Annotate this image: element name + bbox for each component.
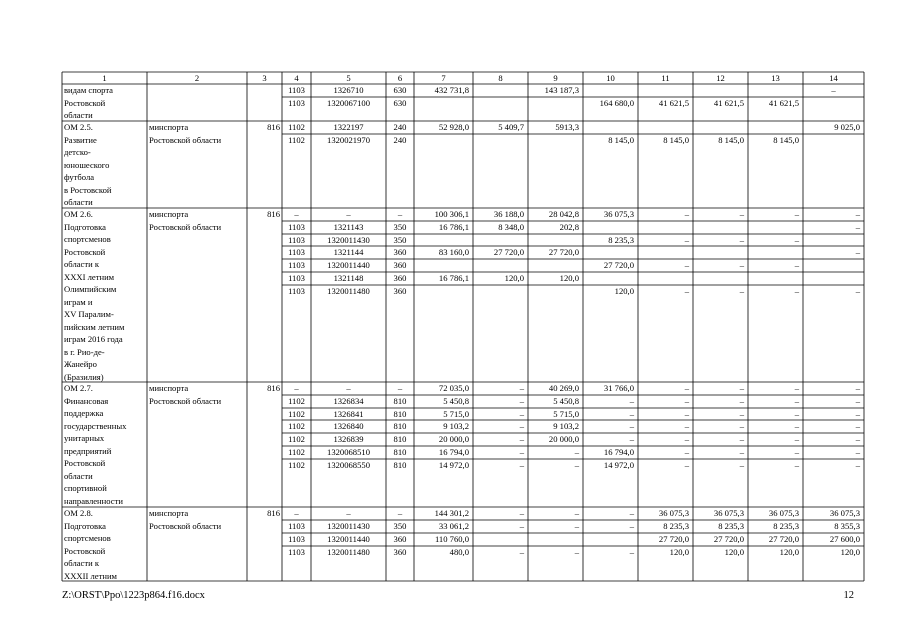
column-header: 7 <box>441 73 446 83</box>
table-cell: 36 075,3 <box>658 508 689 518</box>
table-cell: 41 621,5 <box>658 98 689 108</box>
table-cell: – <box>519 547 524 557</box>
table-cell: – <box>739 396 744 406</box>
table-cell: 5 450,8 <box>553 396 579 406</box>
table-cell: – <box>629 421 634 431</box>
table-cell: 36 075,3 <box>829 508 860 518</box>
table-cell: – <box>855 421 860 431</box>
table-cell: 27 720,0 <box>603 260 634 270</box>
table-cell: 100 306,1 <box>434 209 469 219</box>
table-cell: – <box>794 434 799 444</box>
table-cell: 1102 <box>288 434 305 444</box>
table-cell: 810 <box>393 460 407 470</box>
table-cell: – <box>855 409 860 419</box>
table-cell: – <box>574 521 579 531</box>
table-cell: – <box>855 434 860 444</box>
column-header: 5 <box>346 73 351 83</box>
table-cell: 8 235,3 <box>663 521 689 531</box>
table-cell: 27 720,0 <box>548 247 579 257</box>
table-cell: – <box>739 235 744 245</box>
table-cell: – <box>739 421 744 431</box>
table-cell: – <box>519 460 524 470</box>
table-cell: – <box>794 409 799 419</box>
program-name-line: XXXII летним <box>64 570 117 581</box>
program-name-line: XV Паралим- <box>64 309 114 319</box>
table-cell: 8 145,0 <box>773 135 799 145</box>
table-cell: 27 720,0 <box>658 534 689 544</box>
table-cell: 27 720,0 <box>768 534 799 544</box>
table-cell: 8 355,3 <box>834 521 860 531</box>
table-cell: – <box>794 447 799 457</box>
table-cell: 16 794,0 <box>438 447 469 457</box>
table-cell: 5 715,0 <box>553 409 579 419</box>
table-cell: 1102 <box>288 396 305 406</box>
table-cell: – <box>794 260 799 270</box>
table-cell: – <box>574 547 579 557</box>
file-path: Z:\ORST\Ppo\1223p864.f16.docx <box>62 590 205 601</box>
table-cell: – <box>855 383 860 393</box>
table-cell: 31 766,0 <box>603 383 634 393</box>
page-number: 12 <box>843 590 854 601</box>
table-cell: – <box>294 508 299 518</box>
program-name-line: ОМ 2.8. <box>64 508 93 518</box>
column-header: 8 <box>498 73 503 83</box>
table-cell: 1102 <box>288 135 305 145</box>
table-cell: 1320011430 <box>327 235 370 245</box>
table-cell: – <box>855 396 860 406</box>
column-header: 14 <box>829 73 838 83</box>
column-header: 9 <box>553 73 558 83</box>
table-cell: – <box>684 396 689 406</box>
table-cell: 810 <box>393 447 407 457</box>
table-cell: 33 061,2 <box>438 521 469 531</box>
column-header: 3 <box>262 73 267 83</box>
column-header: 4 <box>294 73 299 83</box>
program-name-line: области <box>64 197 93 207</box>
table-cell: – <box>684 421 689 431</box>
program-name-line: предприятий <box>64 445 112 456</box>
table-cell: 27 720,0 <box>493 247 524 257</box>
table-cell: 810 <box>393 434 407 444</box>
table-cell: 36 188,0 <box>493 209 524 219</box>
table-cell: 630 <box>393 98 407 108</box>
table-cell: – <box>684 235 689 245</box>
program-name-line: Ростовской <box>64 97 106 108</box>
table-cell: 36 075,3 <box>603 209 634 219</box>
table-cell: – <box>684 460 689 470</box>
program-name-line: Ростовской <box>64 545 106 556</box>
table-cell: 1321143 <box>333 222 364 232</box>
table-cell: – <box>574 460 579 470</box>
table-cell: 1320011440 <box>327 260 370 270</box>
table-cell: 1320011440 <box>327 534 370 544</box>
table-cell: – <box>519 521 524 531</box>
table-cell: 1103 <box>288 521 305 531</box>
program-name-line: Ростовской <box>64 246 106 257</box>
table-cell: – <box>684 383 689 393</box>
table-cell: – <box>684 286 689 296</box>
ministry-code: 816 <box>267 508 280 518</box>
table-cell: 1103 <box>288 534 305 544</box>
table-cell: 16 786,1 <box>438 273 469 283</box>
table-cell: 120,0 <box>840 547 860 557</box>
table-cell: 350 <box>393 521 407 531</box>
table-cell: 630 <box>393 85 407 95</box>
table-cell: 16 786,1 <box>438 222 469 232</box>
program-name-line: Жанейро <box>64 359 97 369</box>
table-cell: 72 035,0 <box>438 383 469 393</box>
table-cell: 1102 <box>288 409 305 419</box>
table-cell: 360 <box>393 286 407 296</box>
executor-line: минспорта <box>149 209 189 219</box>
table-cell: 8 348,0 <box>498 222 524 232</box>
table-cell: 8 235,3 <box>718 521 744 531</box>
table-cell: 1326839 <box>333 434 364 444</box>
program-name-line: в г. Рио-де- <box>64 346 105 357</box>
table-cell: 1320068510 <box>327 447 370 457</box>
table-cell: – <box>794 209 799 219</box>
executor-line: Ростовской области <box>149 134 222 145</box>
table-cell: – <box>739 447 744 457</box>
table-cell: 1320011480 <box>327 286 370 296</box>
table-cell: – <box>855 460 860 470</box>
table-cell: 1102 <box>288 460 305 470</box>
program-name-line: области <box>64 470 93 481</box>
table-cell: 28 042,8 <box>548 209 579 219</box>
table-cell: 1103 <box>288 85 305 95</box>
table-cell: 8 235,3 <box>608 235 634 245</box>
table-cell: – <box>739 409 744 419</box>
table-cell: – <box>519 421 524 431</box>
table-cell: – <box>739 209 744 219</box>
table-cell: – <box>629 508 634 518</box>
program-name-line: спортсменов <box>64 234 111 244</box>
table-cell: – <box>519 434 524 444</box>
table-cell: – <box>739 460 744 470</box>
program-name-line: спортсменов <box>64 533 111 543</box>
program-name-line: футбола <box>64 172 95 182</box>
table-cell: 120,0 <box>559 273 579 283</box>
table-cell: – <box>684 409 689 419</box>
program-name-line: области к <box>64 558 100 568</box>
table-cell: – <box>739 286 744 296</box>
program-name-line: Подготовка <box>64 520 106 531</box>
table-cell: – <box>855 247 860 257</box>
table-cell: 36 075,3 <box>713 508 744 518</box>
table-cell: 432 731,8 <box>434 85 469 95</box>
table-cell: 1326834 <box>333 396 364 406</box>
table-cell: 164 680,0 <box>599 98 634 108</box>
table-cell: 1103 <box>288 235 305 245</box>
table-cell: – <box>294 383 299 393</box>
table-cell: 83 160,0 <box>438 247 469 257</box>
table-cell: 5 715,0 <box>443 409 469 419</box>
ministry-code: 816 <box>267 383 280 393</box>
table-cell: 5 450,8 <box>443 396 469 406</box>
table-cell: – <box>684 209 689 219</box>
table-cell: – <box>629 396 634 406</box>
table-cell: 360 <box>393 273 407 283</box>
program-name-line: ОМ 2.6. <box>64 209 93 219</box>
table-cell: 1320067100 <box>327 98 370 108</box>
table-cell: 1103 <box>288 222 305 232</box>
table-cell: 360 <box>393 534 407 544</box>
program-name-line: Олимпийским <box>64 284 117 294</box>
table-cell: 16 794,0 <box>603 447 634 457</box>
table-cell: 1321144 <box>333 247 364 257</box>
table-cell: – <box>739 260 744 270</box>
table-cell: – <box>794 396 799 406</box>
table-cell: 110 760,0 <box>434 534 469 544</box>
table-cell: 1103 <box>288 286 305 296</box>
table-cell: 1103 <box>288 547 305 557</box>
table-cell: – <box>855 286 860 296</box>
table-cell: 41 621,5 <box>713 98 744 108</box>
table-cell: 120,0 <box>614 286 634 296</box>
table-cell: – <box>346 383 351 393</box>
table-cell: – <box>739 383 744 393</box>
table-cell: – <box>855 222 860 232</box>
table-cell: 8 145,0 <box>608 135 634 145</box>
table-cell: 1320068550 <box>327 460 370 470</box>
table-cell: 350 <box>393 222 407 232</box>
table-cell: – <box>629 409 634 419</box>
table-cell: 810 <box>393 409 407 419</box>
table-cell: 240 <box>393 122 407 132</box>
table-cell: – <box>855 447 860 457</box>
table-cell: 1320011430 <box>327 521 370 531</box>
table-cell: 202,8 <box>559 222 579 232</box>
program-name-line: видам спорта <box>64 85 113 95</box>
program-name-line: государственных <box>64 420 127 431</box>
program-name-line: направленности <box>64 495 123 506</box>
table-cell: – <box>831 85 836 95</box>
table-cell: 360 <box>393 247 407 257</box>
executor-line: минспорта <box>149 508 189 518</box>
table-cell: – <box>397 209 403 219</box>
program-name-line: играм и <box>64 296 93 307</box>
table-cell: 1103 <box>288 98 305 108</box>
column-header: 12 <box>716 73 725 83</box>
table-cell: 120,0 <box>779 547 799 557</box>
table-cell: 1103 <box>288 247 305 257</box>
table-cell: – <box>684 434 689 444</box>
column-header: 11 <box>661 73 670 83</box>
table-cell: 240 <box>393 135 407 145</box>
table-cell: – <box>794 383 799 393</box>
table-cell: 120,0 <box>504 273 524 283</box>
executor-line: минспорта <box>149 122 189 132</box>
table-cell: – <box>629 434 634 444</box>
table-cell: 36 075,3 <box>768 508 799 518</box>
table-cell: 120,0 <box>669 547 689 557</box>
column-header: 6 <box>397 73 403 83</box>
table-cell: – <box>519 409 524 419</box>
program-name-line: детско- <box>64 147 91 157</box>
table-cell: 480,0 <box>449 547 469 557</box>
executor-line: Ростовской области <box>149 221 222 232</box>
table-cell: 143 187,3 <box>544 85 579 95</box>
table-cell: 20 000,0 <box>438 434 469 444</box>
table-cell: – <box>684 447 689 457</box>
table-cell: 41 621,5 <box>768 98 799 108</box>
table-cell: – <box>519 447 524 457</box>
table-cell: 40 269,0 <box>548 383 579 393</box>
table-cell: 1321148 <box>333 273 364 283</box>
table-cell: – <box>294 209 299 219</box>
table-cell: 1320011480 <box>327 547 370 557</box>
table-cell: 27 600,0 <box>829 534 860 544</box>
column-header: 13 <box>771 73 780 83</box>
table-cell: 1102 <box>288 122 305 132</box>
program-name-line: ОМ 2.5. <box>64 122 93 132</box>
table-cell: 1102 <box>288 447 305 457</box>
table-cell: 9 103,2 <box>443 421 469 431</box>
table-cell: 1103 <box>288 260 305 270</box>
ministry-code: 816 <box>267 209 280 219</box>
table-cell: – <box>629 547 634 557</box>
table-cell: 810 <box>393 396 407 406</box>
program-name-line: ОМ 2.7. <box>64 383 93 393</box>
table-cell: – <box>574 508 579 518</box>
table-cell: – <box>397 383 403 393</box>
table-cell: – <box>574 447 579 457</box>
column-header: 1 <box>102 73 107 83</box>
program-name-line: в Ростовской <box>64 184 112 195</box>
table-cell: – <box>794 235 799 245</box>
program-name-line: Развитие <box>64 134 97 145</box>
program-name-line: (Бразилия) <box>64 371 104 382</box>
table-cell: – <box>794 286 799 296</box>
program-name-line: спортивной <box>64 483 107 493</box>
table-cell: 1322197 <box>333 122 364 132</box>
table-cell: 9 103,2 <box>553 421 579 431</box>
table-cell: 14 972,0 <box>603 460 634 470</box>
program-name-line: пийским летним <box>64 321 125 332</box>
table-cell: 52 928,0 <box>438 122 469 132</box>
program-name-line: области к <box>64 259 100 269</box>
program-name-line: юношеского <box>64 159 110 170</box>
executor-line: Ростовской области <box>149 395 222 406</box>
program-name-line: Подготовка <box>64 221 106 232</box>
table-cell: – <box>519 396 524 406</box>
table-cell: 27 720,0 <box>713 534 744 544</box>
table-cell: 1326840 <box>333 421 364 431</box>
column-header: 10 <box>606 73 615 83</box>
program-name-line: области <box>64 110 93 120</box>
table-cell: – <box>684 260 689 270</box>
executor-line: Ростовской области <box>149 520 222 531</box>
table-cell: 5913,3 <box>555 122 579 132</box>
table-cell: 120,0 <box>724 547 744 557</box>
program-name-line: XXXI летним <box>64 271 115 282</box>
table-cell: – <box>739 434 744 444</box>
table-cell: 8 235,3 <box>773 521 799 531</box>
table-cell: – <box>629 521 634 531</box>
table-cell: 350 <box>393 235 407 245</box>
executor-line: минспорта <box>149 383 189 393</box>
table-cell: – <box>346 209 351 219</box>
program-name-line: поддержка <box>64 408 104 418</box>
table-cell: 14 972,0 <box>438 460 469 470</box>
table-cell: 1326841 <box>333 409 364 419</box>
program-name-line: Ростовской <box>64 458 106 468</box>
column-header: 2 <box>194 73 200 83</box>
table-cell: – <box>346 508 351 518</box>
table-cell: 1320021970 <box>327 135 370 145</box>
program-name-line: Финансовая <box>64 395 109 406</box>
table-cell: – <box>397 508 403 518</box>
table-cell: 8 145,0 <box>718 135 744 145</box>
table-cell: – <box>519 383 524 393</box>
table-cell: – <box>519 508 524 518</box>
program-name-line: унитарных <box>64 433 105 443</box>
table-cell: – <box>794 421 799 431</box>
table-cell: 810 <box>393 421 407 431</box>
table-cell: 1326710 <box>333 85 364 95</box>
table-cell: 20 000,0 <box>548 434 579 444</box>
table-cell: 5 409,7 <box>498 122 524 132</box>
program-name-line: играм 2016 года <box>64 334 123 344</box>
table-cell: – <box>855 209 860 219</box>
table-cell: 1102 <box>288 421 305 431</box>
table-cell: 360 <box>393 547 407 557</box>
table-cell: 1103 <box>288 273 305 283</box>
table-cell: 144 301,2 <box>434 508 469 518</box>
table-cell: 9 025,0 <box>834 122 860 132</box>
table-cell: 8 145,0 <box>663 135 689 145</box>
table-cell: 360 <box>393 260 407 270</box>
ministry-code: 816 <box>267 122 280 132</box>
table-cell: – <box>794 460 799 470</box>
